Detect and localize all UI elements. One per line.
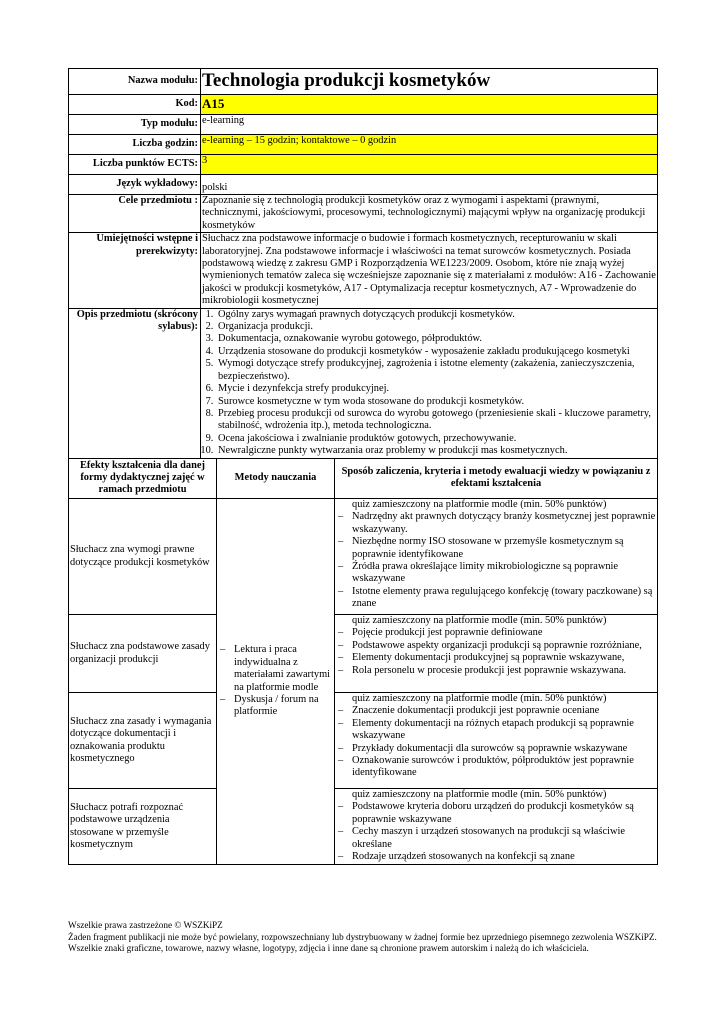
criteria-item: – Nadrzędny akt prawnych dotyczący branży kosmetycznej jest poprawnie wskazywany. bbox=[336, 511, 656, 536]
syllabus-item: 5. Wymogi dotyczące strefy produkcyjnej, zagrożenia i istotne elementy (zakażenia, zanieczyszczenia, bezpieczeństwo). bbox=[216, 358, 656, 383]
methods-header: Metody nauczania bbox=[217, 459, 335, 499]
language-value: polski bbox=[201, 175, 658, 195]
row-prerequisites bbox=[69, 233, 658, 308]
assessment-cell bbox=[335, 789, 658, 865]
row-hours bbox=[69, 135, 658, 155]
outcome-row bbox=[69, 615, 658, 693]
assessment-cell bbox=[335, 615, 658, 693]
module-sheet bbox=[68, 68, 657, 865]
copyright-footer bbox=[68, 920, 658, 955]
language-label: Język wykładowy: bbox=[69, 175, 201, 195]
criteria-item: – Podstawowe aspekty organizacji produkcji są poprawnie rozróżniane, bbox=[336, 640, 656, 652]
goals-value: Zapoznanie się z technologią produkcji kosmetyków oraz z wymogami i aspektami (prawnymi, technicznymi, jakościowymi, procesowymi, technologicznymi) mającymi wpływ na organizację produkcji kosmetyków bbox=[201, 195, 658, 233]
row-goals bbox=[69, 195, 658, 233]
assessment-cell bbox=[335, 499, 658, 615]
criteria-item: – Niezbędne normy ISO stosowane w przemyśle kosmetycznym są poprawnie identyfikowane bbox=[336, 536, 656, 561]
outcomes-header-row bbox=[69, 459, 658, 499]
criteria-item: – Elementy dokumentacji produkcyjnej są poprawnie wskazywane, bbox=[336, 652, 656, 664]
copyright-notice: Żaden fragment publikacji nie może być powielany, rozpowszechniany lub dystrybuowany w żadnej formie bez uprzedniego pisemnego zezwolenia WSZKiPZ. Wszelkie znaki graficzne, towarowe, nazwy własne, logotypy, zdjęcia i inne dane są chronione prawem autorskim i należą do ich właściciela. bbox=[68, 931, 657, 954]
ects-label: Liczba punktów ECTS: bbox=[69, 155, 201, 175]
assessment-cell bbox=[335, 693, 658, 789]
syllabus-item: 2. Organizacja produkcji. bbox=[216, 321, 656, 333]
criteria-item: – Pojęcie produkcji jest poprawnie definiowane bbox=[336, 627, 656, 639]
quiz-note: quiz zamieszczony na platformie modle (min. 50% punktów) bbox=[352, 615, 607, 627]
criteria-list bbox=[336, 627, 656, 677]
prerequisites-value: Słuchacz zna podstawowe informacje o budowie i formach kosmetycznych, recepturowaniu w skali laboratoryjnej. Zna podstawowe informacje i właściwości na temat surowców kosmetycznych. Posiada podstawową wiedzę z zakresu GMP i Rozporządzenia WE1223/2009. Osobom, które nie znają wyżej wymienionych tematów zaleca się wcześniejsze zapoznanie się z materiałami z modułów: A16 - Zachowanie jakości w produkcji kosmetyków, A17 - Optymalizacja receptur kosmetycznych, A7 - Wprowadzenie do mikrobiologii kosmetycznej bbox=[202, 233, 656, 307]
hours-value: e-learning – 15 godzin; kontaktowe – 0 godzin bbox=[201, 135, 658, 155]
criteria-item: – Przykłady dokumentacji dla surowców są poprawnie wskazywane bbox=[336, 743, 656, 755]
criteria-item: – Oznakowanie surowców i produktów, półproduktów jest poprawnie identyfikowane bbox=[336, 755, 656, 780]
hours-label: Liczba godzin: bbox=[69, 135, 201, 155]
row-module-type bbox=[69, 115, 658, 135]
outcome-row bbox=[69, 789, 658, 865]
row-module-name bbox=[69, 69, 658, 95]
outcome-row bbox=[69, 693, 658, 789]
quiz-note: quiz zamieszczony na platformie modle (min. 50% punktów) bbox=[352, 693, 607, 705]
method-item: – Lektura i praca indywidualna z materiałami zawartymi na platformie modle bbox=[218, 644, 333, 694]
criteria-item: – Istotne elementy prawa regulującego konfekcję (towary paczkowane) są znane bbox=[336, 586, 656, 611]
outcomes-table bbox=[68, 459, 658, 866]
outcome-row bbox=[69, 499, 658, 615]
row-language bbox=[69, 175, 658, 195]
prerequisites-label: Umiejętności wstępne i prerekwizyty: bbox=[69, 233, 201, 308]
methods-cell bbox=[217, 499, 335, 865]
quiz-note: quiz zamieszczony na platformie modle (min. 50% punktów) bbox=[352, 789, 607, 801]
criteria-item: – Cechy maszyn i urządzeń stosowanych na produkcji są właściwie określane bbox=[336, 826, 656, 851]
criteria-item: – Znaczenie dokumentacji produkcji jest poprawnie oceniane bbox=[336, 705, 656, 717]
criteria-item: – Elementy dokumentacji na różnych etapach produkcji są poprawnie wskazywane bbox=[336, 718, 656, 743]
assessment-header: Sposób zaliczenia, kryteria i metody ewaluacji wiedzy w powiązaniu z efektami kształcenia bbox=[335, 459, 658, 499]
syllabus-list bbox=[202, 309, 656, 458]
row-syllabus bbox=[69, 308, 658, 458]
outcome-text: Słuchacz zna podstawowe zasady organizacji produkcji bbox=[69, 615, 217, 693]
syllabus-item: 3. Dokumentacja, oznakowanie wyrobu gotowego, półproduktów. bbox=[216, 333, 656, 345]
syllabus-cell bbox=[201, 308, 658, 458]
syllabus-label: Opis przedmiotu (skrócony sylabus): bbox=[69, 308, 201, 458]
criteria-item: – Źródła prawa określające limity mikrobiologiczne są poprawnie wskazywane bbox=[336, 561, 656, 586]
outcome-text: Słuchacz zna zasady i wymagania dotyczące dokumentacji i oznakowania produktu kosmetycznego bbox=[69, 693, 217, 789]
syllabus-item: 10. Newralgiczne punkty wytwarzania oraz problemy w produkcji mas kosmetycznych. bbox=[216, 445, 656, 457]
criteria-list bbox=[336, 801, 656, 863]
criteria-list bbox=[336, 511, 656, 610]
criteria-list bbox=[336, 705, 656, 779]
module-code-label: Kod: bbox=[69, 95, 201, 115]
module-info-table bbox=[68, 68, 658, 459]
criteria-item: – Rola personelu w procesie produkcji jest poprawnie wskazywana. bbox=[336, 665, 656, 677]
outcomes-header: Efekty kształcenia dla danej formy dydaktycznej zajęć w ramach przedmiotu bbox=[69, 459, 217, 499]
module-name-value: Technologia produkcji kosmetyków bbox=[201, 69, 658, 95]
syllabus-item: 8. Przebieg procesu produkcji od surowca do wyrobu gotowego (przeniesienie skali - kluczowe parametry, stabilność, wdrożenia itp.), metoda technologiczna. bbox=[216, 408, 656, 433]
syllabus-item: 7. Surowce kosmetyczne w tym woda stosowane do produkcji kosmetyków. bbox=[216, 396, 656, 408]
methods-list bbox=[218, 644, 333, 718]
syllabus-item: 4. Urządzenia stosowane do produkcji kosmetyków - wyposażenie zakładu produkującego kosmetyki bbox=[216, 346, 656, 358]
row-module-code bbox=[69, 95, 658, 115]
row-ects bbox=[69, 155, 658, 175]
syllabus-item: 6. Mycie i dezynfekcja strefy produkcyjnej. bbox=[216, 383, 656, 395]
criteria-item: – Rodzaje urządzeń stosowanych na konfekcji są znane bbox=[336, 851, 656, 863]
goals-label: Cele przedmiotu : bbox=[69, 195, 201, 233]
module-type-value: e-learning bbox=[201, 115, 658, 135]
criteria-item: – Podstawowe kryteria doboru urządzeń do produkcji kosmetyków są poprawnie wskazywane bbox=[336, 801, 656, 826]
syllabus-item: 1. Ogólny zarys wymagań prawnych dotyczących produkcji kosmetyków. bbox=[216, 309, 656, 321]
method-item: – Dyskusja / forum na platformie bbox=[218, 694, 333, 719]
syllabus-item: 9. Ocena jakościowa i zwalnianie produktów gotowych, przechowywanie. bbox=[216, 433, 656, 445]
outcome-text: Słuchacz potrafi rozpoznać podstawowe urządzenia stosowane w przemyśle kosmetycznym bbox=[69, 789, 217, 865]
module-type-label: Typ modułu: bbox=[69, 115, 201, 135]
module-code-value: A15 bbox=[201, 95, 658, 115]
quiz-note: quiz zamieszczony na platformie modle (min. 50% punktów) bbox=[352, 499, 607, 511]
ects-value: 3 bbox=[201, 155, 658, 175]
module-name-label: Nazwa modułu: bbox=[69, 69, 201, 95]
outcome-text: Słuchacz zna wymogi prawne dotyczące produkcji kosmetyków bbox=[69, 499, 217, 615]
copyright-line: Wszelkie prawa zastrzeżone © WSZKiPZ bbox=[68, 920, 223, 930]
